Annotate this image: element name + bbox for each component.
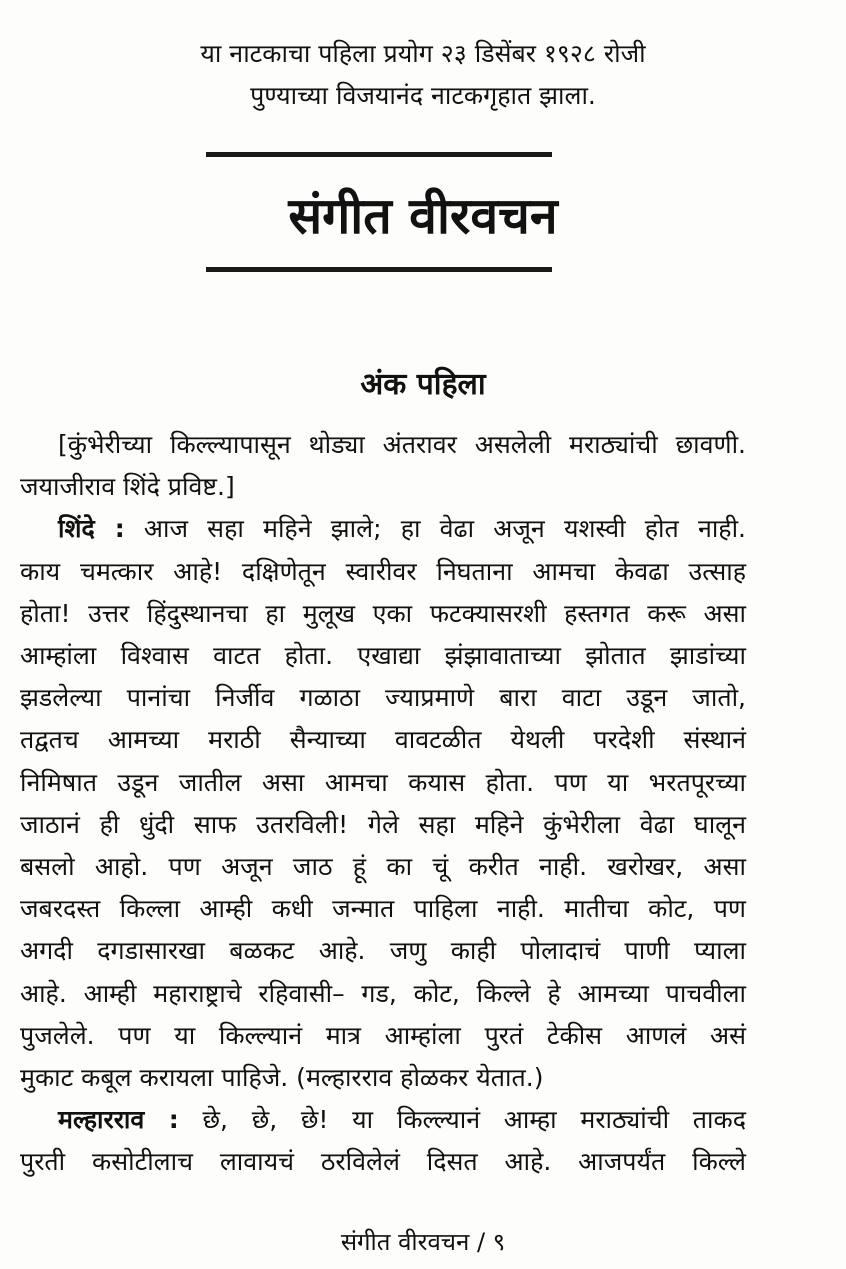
speech-line: मुकाट कबूल करायला पाहिजे. (मल्हारराव होळकर येतात.) — [20, 1063, 544, 1093]
speech-line: जाठानं ही धुंदी साफ उतरविली! गेले सहा महिने कुंभेरीला वेढा घालून — [20, 809, 746, 839]
speech-line: बसलो आहो. पण अजून जाठ हूं का चूं करीत नाही. खरोखर, असा — [20, 852, 746, 882]
speech-line: आहे. आम्ही महाराष्ट्राचे रहिवासी– गड, कोट, किल्ले हे आमच्या पाचवीला — [20, 978, 746, 1008]
speech-first-line — [20, 1099, 746, 1141]
premiere-note-line-2: पुण्याच्या विजयानंद नाटकगृहात झाला. — [250, 81, 596, 110]
stage-direction-line: जयाजीराव शिंदे प्रविष्ट.] — [20, 472, 235, 502]
speech-line: होता! उत्तर हिंदुस्थानचा हा मुलूख एका फटक्यासरशी हस्तगत करू असा — [20, 598, 746, 628]
speech-text: छे, छे, छे! या किल्ल्यानं आम्हा मराठ्यांची ताकद — [202, 1105, 746, 1135]
play-body-text — [20, 424, 746, 1184]
speech-line: निमिषात उडून जातील असा आमचा कयास होता. पण या भरतपूरच्या — [20, 767, 746, 797]
title-bottom-rule — [206, 267, 552, 272]
title-top-rule — [206, 152, 552, 157]
play-title: संगीत वीरवचन — [288, 187, 558, 245]
speech-line: पुजलेले. पण या किल्ल्यानं मात्र आम्हांला पुरतं टेकीस आणलं असं — [20, 1020, 746, 1050]
page-footer: संगीत वीरवचन / ९ — [340, 1228, 506, 1256]
speech-first-line — [20, 508, 746, 550]
act-heading: अंक पहिला — [360, 367, 486, 402]
speech-line: पुरती कसोटीलाच लावायचं ठरविलेलं दिसत आहे. आजपर्यंत किल्ले — [20, 1147, 746, 1177]
speaker-name: शिंदे : — [58, 514, 125, 544]
speech-line: आम्हांला विश्वास वाटत होता. एखाद्या झंझावाताच्या झोतात झाडांच्या — [20, 641, 746, 671]
speech-line: तद्वतच आमच्या मराठी सैन्याच्या वावटळीत येथली परदेशी संस्थानं — [20, 725, 746, 755]
speech-text: आज सहा महिने झाले; हा वेढा अजून यशस्वी होत नाही. — [143, 514, 747, 544]
speech-line: झडलेल्या पानांचा निर्जीव गळाठा ज्याप्रमाणे बारा वाटा उडून जातो, — [20, 683, 746, 713]
premiere-note-line-1: या नाटकाचा पहिला प्रयोग २३ डिसेंबर १९२८ रोजी — [200, 39, 646, 68]
speaker-name: मल्हारराव : — [58, 1105, 179, 1135]
speech-line: काय चमत्कार आहे! दक्षिणेतून स्वारीवर निघताना आमचा केवढा उत्साह — [20, 556, 746, 586]
speech-line: अगदी दगडासारखा बळकट आहे. जणु काही पोलादाचं पाणी प्याला — [20, 936, 746, 966]
speech-line: जबरदस्त किल्ला आम्ही कधी जन्मात पाहिला नाही. मातीचा कोट, पण — [20, 894, 746, 924]
stage-direction-line: [कुंभेरीच्या किल्ल्यापासून थोड्या अंतरावर असलेली मराठ्यांची छावणी. — [58, 430, 746, 459]
